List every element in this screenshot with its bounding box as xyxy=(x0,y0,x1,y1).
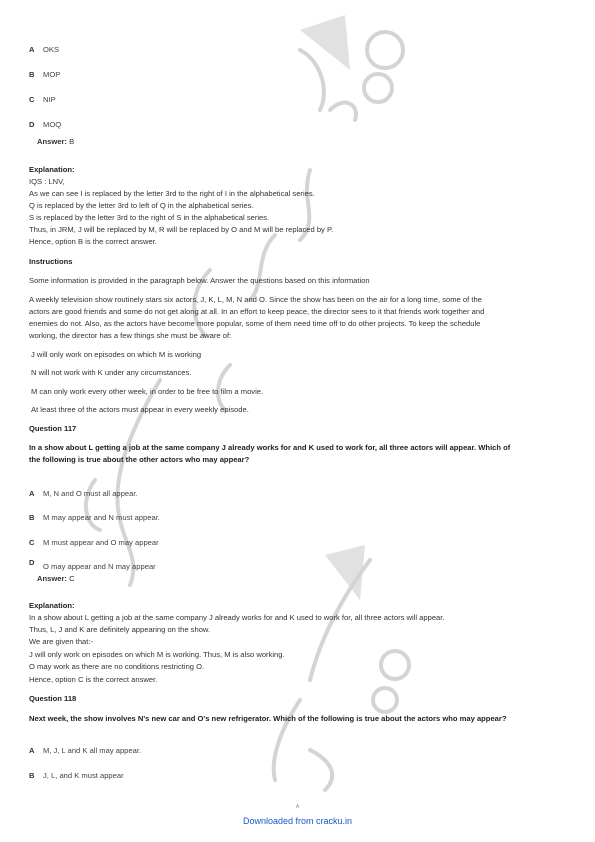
footer-download-link[interactable]: Downloaded from cracku.in xyxy=(242,816,353,826)
option-letter: A xyxy=(29,489,35,498)
option-letter: D xyxy=(29,120,35,129)
answer-value: C xyxy=(69,574,75,583)
explanation-line: Hence, option C is the correct answer. xyxy=(29,675,158,684)
explanation-line: S is replaced by the letter 3rd to the right of S in the alphabetical series. xyxy=(29,213,270,222)
q117-explanation-heading: Explanation: xyxy=(29,601,75,610)
option-letter: C xyxy=(29,538,35,547)
option-letter: B xyxy=(29,513,35,522)
option-letter: A xyxy=(29,45,35,54)
question-line: the following is true about the other actors who may appear? xyxy=(29,455,250,464)
option-text: MOQ xyxy=(43,120,62,129)
paragraph-line: working, the director has a few things she must be aware of: xyxy=(29,331,232,340)
answer-value: B xyxy=(69,137,75,146)
option-letter: D xyxy=(29,558,35,567)
option-letter: A xyxy=(29,746,35,755)
paragraph-line: actors are good friends and some do not get along at all. In an effort to keep peace, the director sees to it that friends work together and xyxy=(29,307,485,316)
option-text: O may appear and N may appear xyxy=(43,562,156,571)
q118-title: Question 118 xyxy=(29,694,77,703)
option-text: NIP xyxy=(43,95,56,104)
explanation-line: O may work as there are no conditions restricting O. xyxy=(29,662,205,671)
instructions-intro: Some information is provided in the paragraph below. Answer the questions based on this information xyxy=(29,276,370,285)
q117-title: Question 117 xyxy=(29,424,77,433)
question-line: Next week, the show involves N's new car and O's new refrigerator. Which of the following is true about the actors who may appear? xyxy=(29,714,507,723)
q116-explanation-heading: Explanation: xyxy=(29,165,75,174)
option-letter: B xyxy=(29,771,35,780)
rule-line: M can only work every other week, in order to be free to film a movie. xyxy=(31,387,264,396)
answer-label: Answer: xyxy=(37,137,67,146)
option-letter: C xyxy=(29,95,35,104)
explanation-line: J will only work on episodes on which M is working. Thus, M is also working. xyxy=(29,650,285,659)
answer-label: Answer: xyxy=(37,574,67,583)
paragraph-line: enemies do not. Also, as the actors have become more popular, some of them need time off to do other projects. To keep the schedule xyxy=(29,319,481,328)
option-text: M, N and O must all appear. xyxy=(43,489,138,498)
rule-line: J will only work on episodes on which M is working xyxy=(31,350,202,359)
option-text: M may appear and N must appear. xyxy=(43,513,160,522)
explanation-line: We are given that:- xyxy=(29,637,94,646)
option-text: M must appear and O may appear xyxy=(43,538,159,547)
explanation-line: IQS : LNV, xyxy=(29,177,65,186)
option-text: OKS xyxy=(43,45,60,54)
option-text: J, L, and K must appear xyxy=(43,771,124,780)
option-letter: B xyxy=(29,70,35,79)
rule-line: N will not work with K under any circumstances. xyxy=(31,368,192,377)
question-line: In a show about L getting a job at the same company J already works for and K used to work for, all three actors will appear. Which of xyxy=(29,443,511,452)
paragraph-line: A weekly television show routinely stars six actors, J, K, L, M, N and O. Since the show has been on the air for a long time, some of the xyxy=(29,295,482,304)
explanation-line: As we can see I is replaced by the letter 3rd to the right of I in the alphabetical series. xyxy=(29,189,315,198)
rule-line: At least three of the actors must appear in every weekly episode. xyxy=(31,405,249,414)
explanation-line: Thus, in JRM, J will be replaced by M, R will be replaced by O and M will be replaced by P. xyxy=(29,225,334,234)
option-text: M, J, L and K all may appear. xyxy=(43,746,142,755)
explanation-line: Hence, option B is the correct answer. xyxy=(29,237,157,246)
explanation-line: Thus, L, J and K are definitely appearing on the show. xyxy=(29,625,211,634)
explanation-line: Q is replaced by the letter 3rd to left of Q in the alphabetical series. xyxy=(29,201,254,210)
option-text: MOP xyxy=(43,70,61,79)
q117-answer xyxy=(37,574,75,584)
footer-mark: A xyxy=(295,804,300,810)
instructions-heading: Instructions xyxy=(29,257,73,266)
explanation-line: In a show about L getting a job at the same company J already works for and K used to work for, all three actors will appear. xyxy=(29,613,445,622)
q116-answer xyxy=(37,137,74,147)
